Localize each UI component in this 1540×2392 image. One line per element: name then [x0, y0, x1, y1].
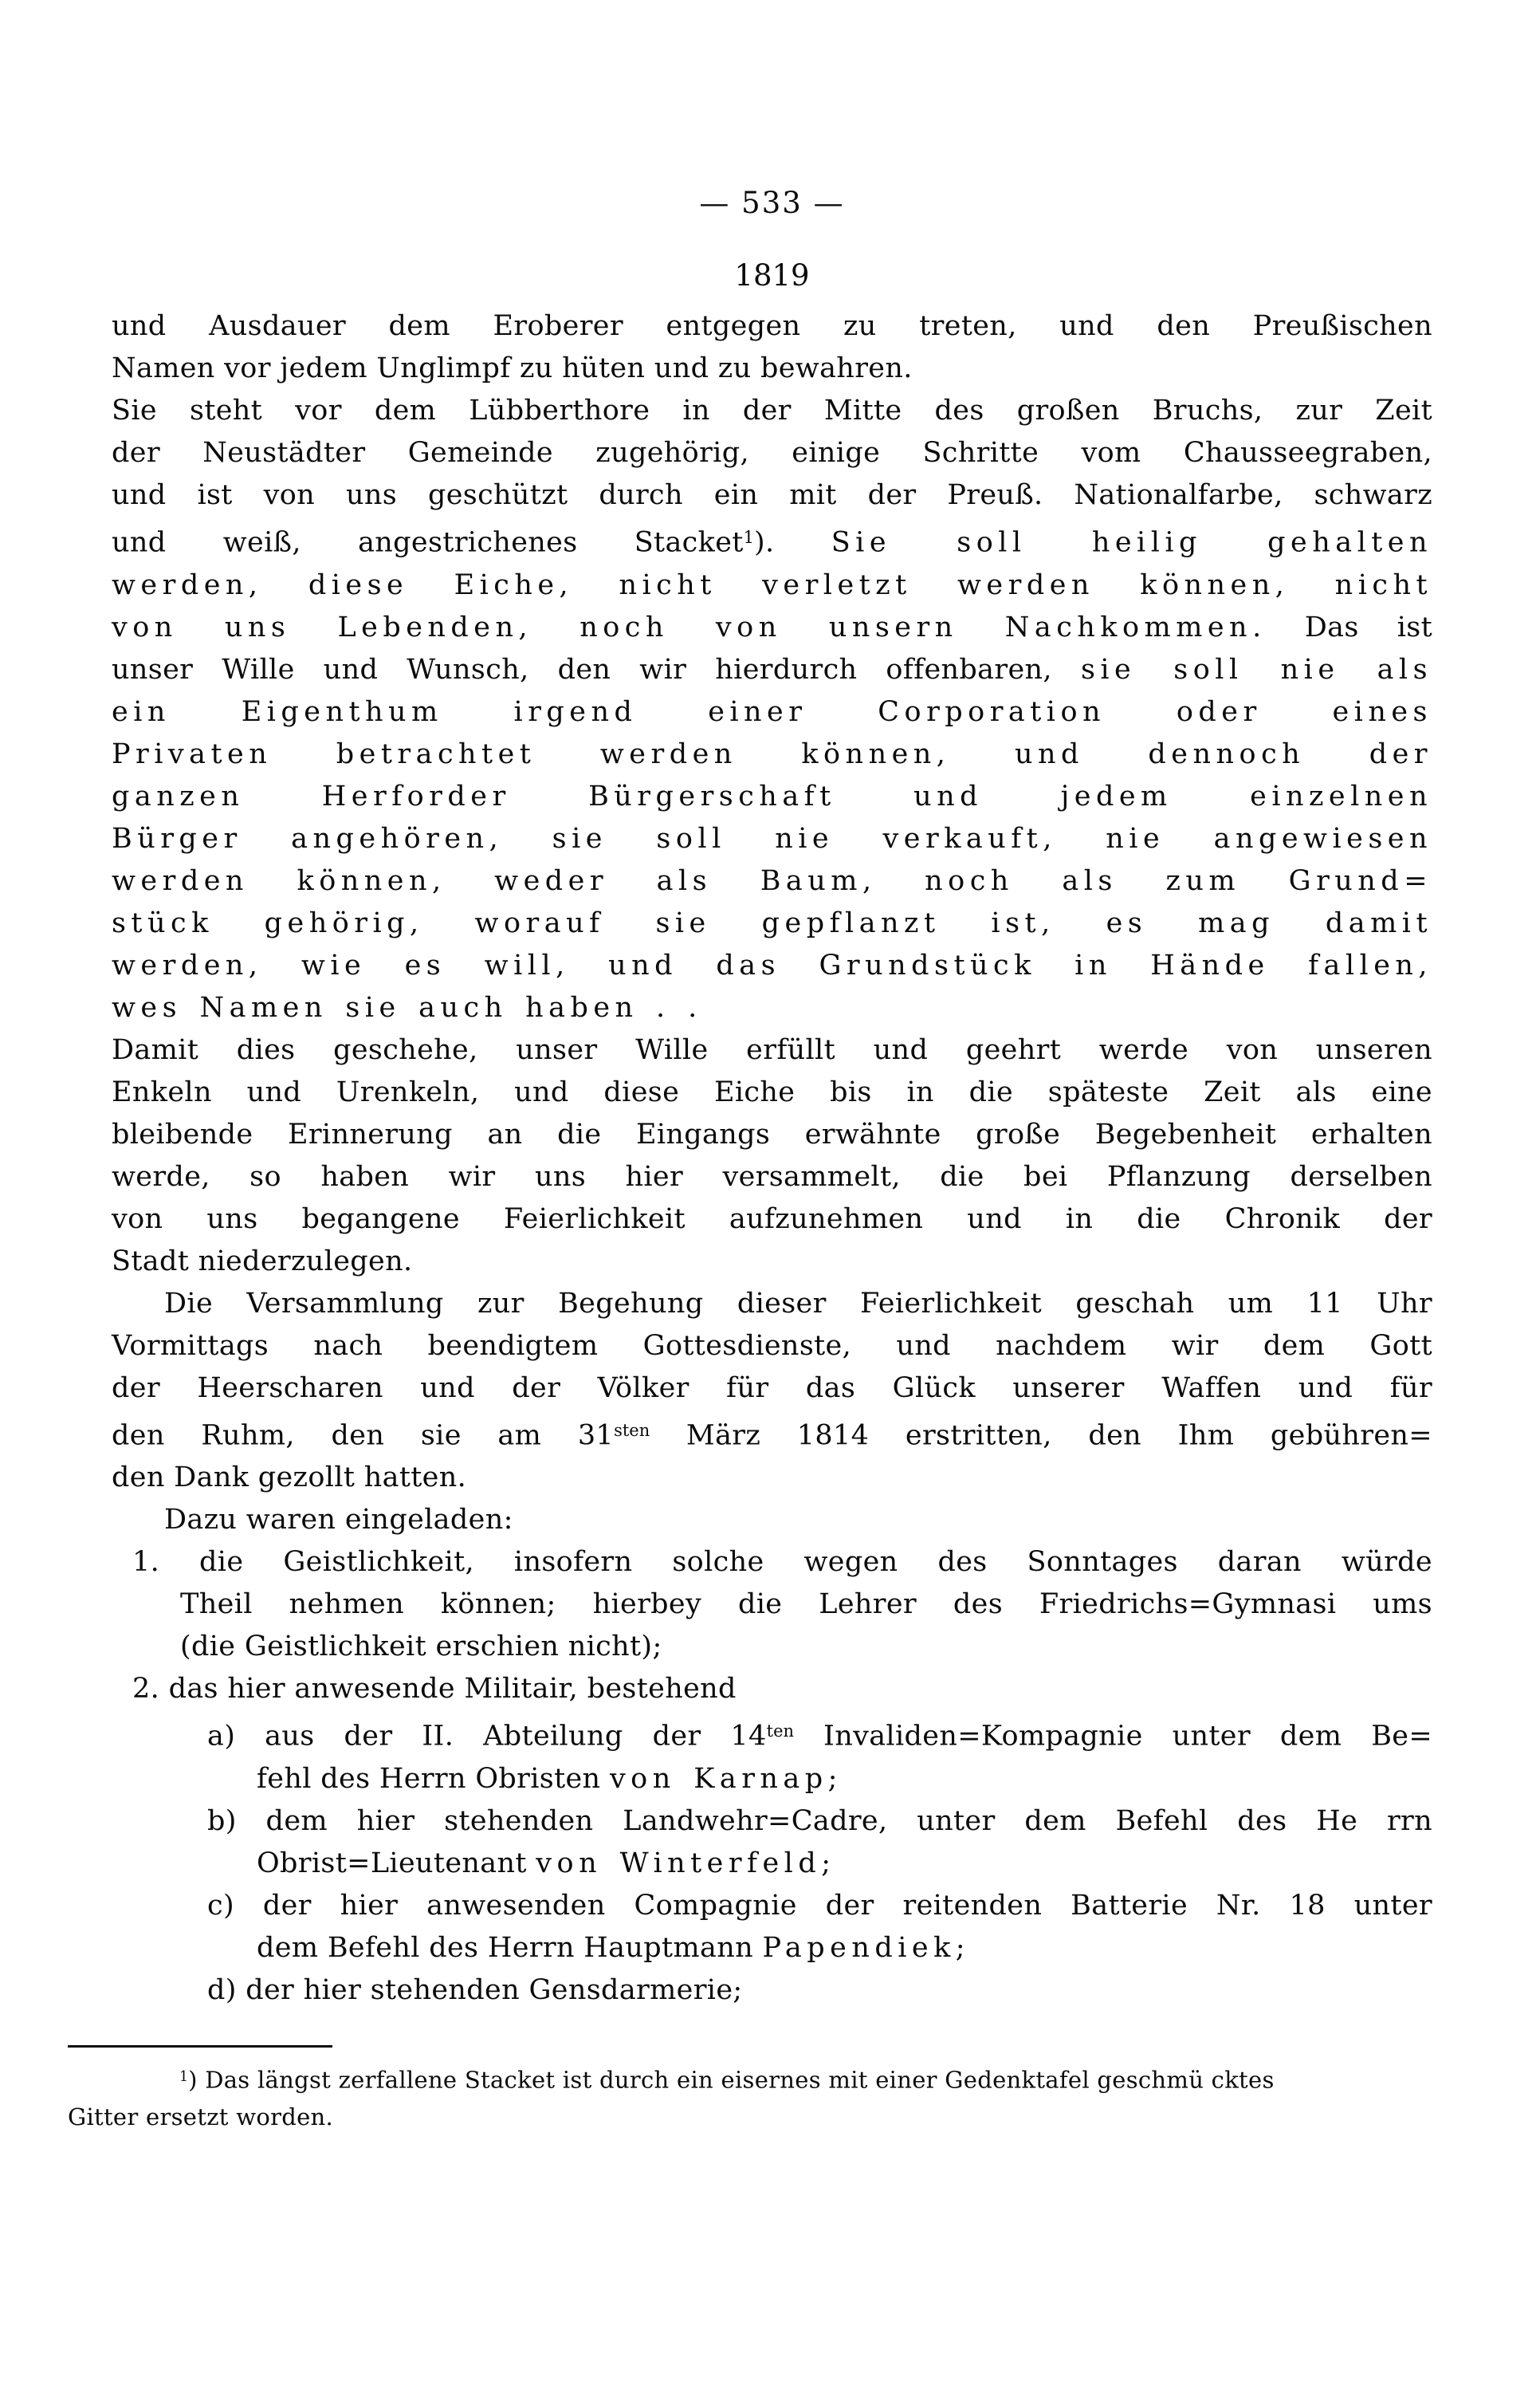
- text-line: [112, 607, 1432, 649]
- text-segment: b) dem hier stehenden Landwehr=Cadre, unter dem Befehl des: [207, 1804, 1317, 1837]
- text-line: [112, 390, 1432, 432]
- text-segment: Gitter ersetzt worden.: [68, 2103, 334, 2131]
- text-line: [112, 305, 1432, 348]
- text-segment: Invaliden=Kompagnie unter dem Be=: [794, 1720, 1432, 1753]
- text-segment: von uns Lebenden, noch von unsern Nachkommen.: [112, 611, 1267, 643]
- text-segment: werden können, weder als Baum, noch als zum Grund=: [112, 864, 1432, 897]
- text-segment: wes Namen sie auch haben . .: [112, 991, 702, 1024]
- text-line: [112, 1283, 1432, 1325]
- superscript-text: 1: [743, 528, 755, 547]
- text-segment: der Neustädter Gemeinde zugehörig, einige Schritte vom Chausseegraben,: [112, 437, 1432, 469]
- text-line: [112, 1758, 1432, 1800]
- text-segment: von Winterfeld;: [536, 1847, 836, 1879]
- text-segment: unser Wille und Wunsch, den wir hierdurch offenbaren,: [112, 653, 1081, 686]
- body-text: [112, 305, 1432, 2012]
- text-segment: den Dank gezollt hatten.: [112, 1462, 467, 1493]
- footnote-rule: [68, 2045, 332, 2048]
- text-line: [112, 565, 1432, 607]
- text-line: [112, 474, 1432, 517]
- text-segment: Sie soll heilig gehalten: [831, 526, 1432, 559]
- text-line: [112, 649, 1432, 691]
- text-line: [68, 2059, 1432, 2099]
- text-line: [112, 1541, 1432, 1584]
- text-segment: ganzen Herforder Bürgerschaft und jedem einzelnen: [112, 780, 1432, 812]
- text-segment: Das ist: [1266, 611, 1432, 643]
- page-number: — 533 —: [699, 186, 845, 220]
- footnote-text: [68, 2059, 1432, 2137]
- text-segment: Privaten betrachtet werden können, und dennoch der: [112, 738, 1432, 770]
- superscript-text: 1: [179, 2068, 189, 2085]
- footnote: [68, 2045, 1432, 2137]
- text-segment: Stadt niederzulegen.: [112, 1245, 413, 1277]
- text-segment: c) der hier anwesenden Compagnie der reitenden Batterie Nr. 18 unter: [207, 1889, 1432, 1922]
- text-segment: ) Das längst zerfallene Stacket ist durch ein eisernes mit einer Gedenktafel geschmü cktes: [188, 2066, 1275, 2094]
- text-line: [112, 1843, 1432, 1885]
- text-segment: Obrist=Lieutenant: [257, 1847, 536, 1879]
- text-segment: fehl des Herrn Obristen: [257, 1762, 610, 1795]
- text-segment: und ist von uns geschützt durch ein mit der Preuß. Nationalfarbe, schwarz: [112, 479, 1432, 511]
- text-line: [112, 1367, 1432, 1410]
- text-segment: Vormittags nach beendigtem Gottesdienste, und nachdem wir dem Gott: [112, 1329, 1432, 1362]
- text-segment: von uns begangene Feierlichkeit aufzunehmen und in die Chronik der: [112, 1202, 1432, 1235]
- text-line: [112, 1927, 1432, 1969]
- text-line: [112, 734, 1432, 776]
- superscript-text: sten: [614, 1420, 650, 1440]
- text-line: [112, 860, 1432, 903]
- text-line: [112, 903, 1432, 945]
- text-line: [112, 1029, 1432, 1072]
- text-line: [112, 1198, 1432, 1241]
- text-segment: 1. die Geistlichkeit, insofern solche wegen des Sonntages daran würde: [132, 1546, 1432, 1578]
- text-segment: den Ruhm, den sie am 31: [112, 1419, 615, 1451]
- text-line: [112, 1114, 1432, 1156]
- text-segment: Enkeln und Urenkeln, und diese Eiche bis in die späteste Zeit als eine: [112, 1076, 1432, 1108]
- text-segment: werde, so haben wir uns hier versammelt, die bei Pflanzung derselben: [112, 1160, 1432, 1193]
- text-line: [112, 1668, 1432, 1710]
- text-line: [112, 691, 1432, 734]
- text-segment: He rrn: [1316, 1804, 1432, 1837]
- text-line: [112, 987, 1432, 1029]
- text-segment: Theil nehmen können; hierbey die Lehrer des Friedrichs=Gymnasi ums: [180, 1588, 1432, 1620]
- text-segment: ).: [754, 526, 831, 559]
- text-segment: Bürger angehören, sie soll nie verkauft, nie angewiesen: [112, 822, 1432, 855]
- text-segment: bleibende Erinnerung an die Eingangs erwähnte große Begebenheit erhalten: [112, 1118, 1432, 1151]
- text-line: [112, 776, 1432, 818]
- text-segment: März 1814 erstritten, den Ihm gebühren=: [650, 1419, 1432, 1451]
- text-segment: dem Befehl des Herrn Hauptmann: [257, 1931, 763, 1964]
- text-segment: Dazu waren eingeladen:: [164, 1504, 513, 1536]
- text-line: [112, 432, 1432, 474]
- text-line: [112, 1410, 1432, 1458]
- text-line: [112, 1710, 1432, 1758]
- text-line: [112, 1156, 1432, 1198]
- text-segment: a) aus der II. Abteilung der 14: [207, 1720, 767, 1753]
- text-line: [112, 348, 1432, 390]
- text-segment: werden, diese Eiche, nicht verletzt werden können, nicht: [112, 568, 1432, 601]
- text-line: [112, 1584, 1432, 1626]
- text-line: [112, 517, 1432, 565]
- text-segment: 2. das hier anwesende Militair, bestehend: [132, 1673, 737, 1705]
- text-segment: stück gehörig, worauf sie gepflanzt ist, es mag damit: [112, 907, 1432, 939]
- text-segment: und weiß, angestrichenes Stacket: [112, 526, 744, 559]
- text-line: [112, 1969, 1432, 2012]
- text-line: [112, 1457, 1432, 1499]
- text-segment: sie soll nie als: [1080, 653, 1433, 686]
- text-segment: Namen vor jedem Unglimpf zu hüten und zu bewahren.: [112, 352, 913, 384]
- superscript-text: ten: [766, 1721, 795, 1741]
- text-line: [112, 1241, 1432, 1283]
- text-line: [112, 1885, 1432, 1927]
- text-segment: Sie steht vor dem Lübberthore in der Mitte des großen Bruchs, zur Zeit: [112, 395, 1432, 427]
- text-segment: der Heerscharen und der Völker für das Glück unserer Waffen und für: [112, 1371, 1432, 1404]
- text-line: [112, 1499, 1432, 1541]
- text-segment: ein Eigenthum irgend einer Corporation oder eines: [112, 695, 1432, 728]
- text-line: [112, 1800, 1432, 1843]
- text-line: [112, 818, 1432, 860]
- text-segment: d) der hier stehenden Gensdarmerie;: [207, 1973, 743, 2006]
- text-line: [112, 1072, 1432, 1114]
- text-line: [68, 2099, 1432, 2136]
- text-segment: und Ausdauer dem Eroberer entgegen zu treten, und den Preußischen: [112, 310, 1432, 342]
- text-segment: (die Geistlichkeit erschien nicht);: [180, 1631, 662, 1662]
- text-segment: Damit dies geschehe, unser Wille erfüllt und geehrt werde von unseren: [112, 1033, 1432, 1066]
- text-segment: Papendiek;: [762, 1931, 971, 1964]
- text-segment: werden, wie es will, und das Grundstück in Hände fallen,: [112, 949, 1432, 982]
- text-line: [112, 1626, 1432, 1668]
- year-heading: 1819: [734, 258, 810, 293]
- text-segment: Die Versammlung zur Begehung dieser Feierlichkeit geschah um 11 Uhr: [164, 1287, 1432, 1320]
- text-line: [112, 945, 1432, 987]
- text-line: [112, 1325, 1432, 1367]
- text-segment: von Karnap;: [609, 1762, 843, 1795]
